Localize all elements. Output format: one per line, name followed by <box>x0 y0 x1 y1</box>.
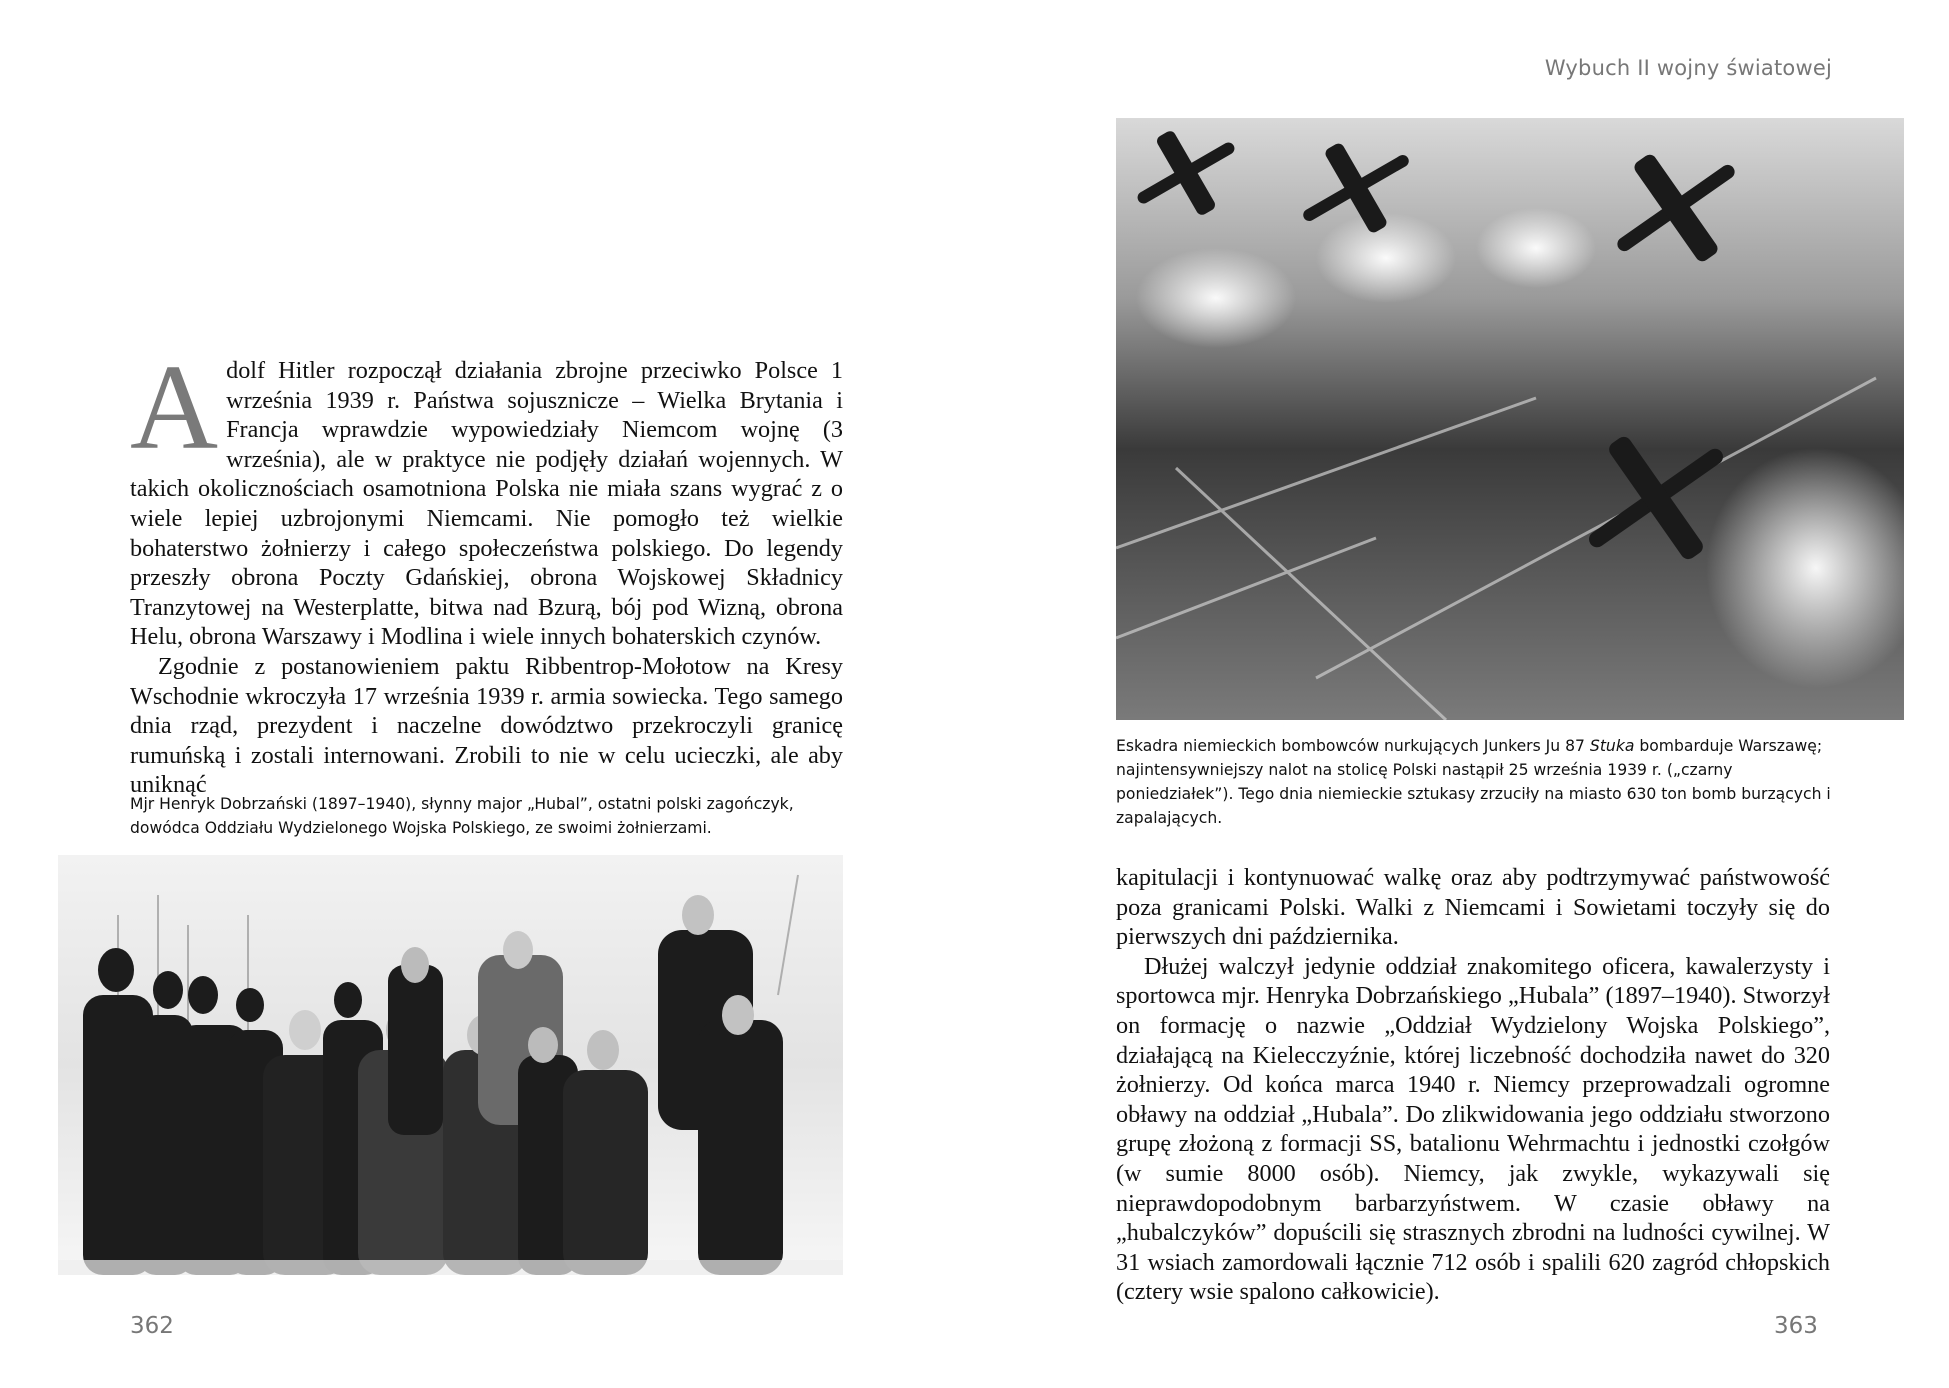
paragraph: Zgodnie z postanowieniem paktu Ribbentrop-Mołotow na Kresy Wschodnie wkroczyła 17 września 1939 r. armia sowiecka. Tego samego dnia rząd, prezydent i naczelne dowództwo przekroczyli granicę rumuńską i zostali internowani. Zrobili to nie w celu ucieczki, ale aby uniknąć <box>130 652 843 799</box>
paragraph <box>130 340 843 652</box>
paragraph: Dłużej walczył jedynie oddział znakomitego oficera, kawalerzysty i sportowca mjr. Henryka Dobrzańskiego „Hubala” (1897–1940). Stworzył on formację o nazwie „Oddział Wydzielony Wojska Polskiego”, działającą na Kielecczyźnie, której liczebność dochodziła nawet do 320 żołnierzy. Od końca marca 1940 r. Niemcy przeprowadzali ogromne obławy na oddział „Hubala”. Do zlikwidowania jego oddziału stworzono grupę złożoną z formacji SS, batalionu Wehrmachtu i jednostki czołgów (w sumie 8000 osób). Niemcy, jak zwykle, wykazywali się nieprawdopodobnym barbarzyństwem. W czasie obławy na „hubalczyków” dopuścili się strasznych zbrodni na ludności cywilnej. W 31 wsiach zamordowali łącznie 712 osób i spalili 620 zagród chłopskich (cztery wsie spalono całkowicie). <box>1116 952 1830 1306</box>
group-of-soldiers-photo <box>58 855 843 1275</box>
photo-caption-right <box>1116 734 1836 830</box>
bombers-over-city-photo <box>1116 118 1904 720</box>
right-body-text <box>1116 863 1830 1307</box>
drop-cap: A <box>130 340 219 475</box>
running-head: Wybuch II wojny światowej <box>1544 56 1832 80</box>
paragraph-text: dolf Hitler rozpoczął działania zbrojne przeciwko Polsce 1 września 1939 r. Państwa sojusznicze – Wielka Brytania i Francja wprawdzie wypowiedziały Niemcom wojnę (3 września), ale w praktyce nie podjęły działań wojennych. W takich okolicznościach osamotniona Polska nie miała szans wygrać z o wiele lepiej uzbrojonymi Niemcami. Nie pomogło też wielkie bohaterstwo żołnierzy i całego społeczeństwa polskiego. Do legendy przeszły obrona Poczty Gdańskiej, obrona Wojskowej Składnicy Tranzytowej na Westerplatte, bitwa nad Bzurą, bój pod Wizną, obrona Helu, obrona Warszawy i Modlina i wiele innych bohaterskich czynów. <box>130 357 843 651</box>
page-number-left: 362 <box>130 1313 174 1339</box>
photo-caption-left: Mjr Henryk Dobrzański (1897–1940), słynny major „Hubal”, ostatni polski zagończyk, dowódca Oddziału Wydzielonego Wojska Polskiego, ze swoimi żołnierzami. <box>130 795 794 837</box>
caption-text: Eskadra niemieckich bombowców nurkujących Junkers Ju 87 <box>1116 737 1590 755</box>
page-number-right: 363 <box>1774 1313 1818 1339</box>
paragraph: kapitulacji i kontynuować walkę oraz aby podtrzymywać państwowość poza granicami Polski. Walki z Niemcami i Sowietami toczyły się do pierwszych dni października. <box>1116 864 1830 951</box>
caption-text: bombarduje Warszawę; najintensywniejszy nalot na stolicę Polski nastąpił 25 września 1939 r. („czarny poniedziałek”). Tego dnia niemieckie sztukasy zrzuciły na miasto 630 ton bomb burzących i zapalających. <box>1116 737 1831 827</box>
left-body-text <box>130 340 843 800</box>
caption-italic-text: Stuka <box>1589 737 1635 755</box>
